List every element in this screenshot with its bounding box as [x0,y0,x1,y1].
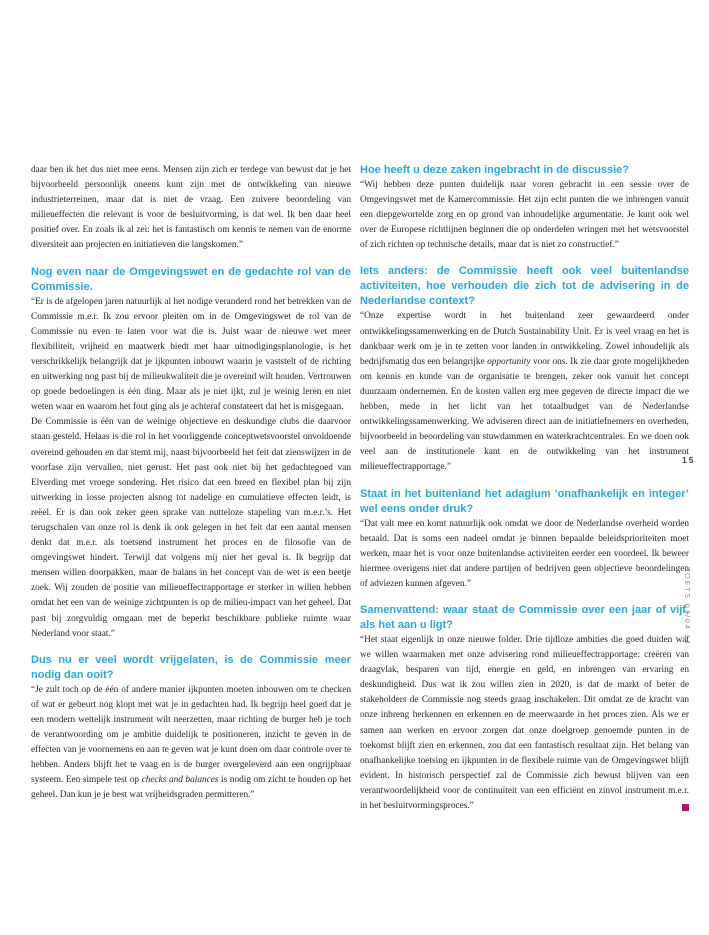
paragraph-segment-italic: checks and balances [141,775,219,786]
paragraph-segment: is nodig om zicht te houden op het geheel. Dan kun je je best wat vrijheidsgraden permitteren.” [31,775,351,801]
question-heading: Dus nu er veel wordt vrijgelaten, is de Commissie meer nodig dan ooit? [31,653,351,681]
paragraph-segment-italic: opportunity [487,356,531,367]
article-body [31,163,689,814]
question-heading: Samenvattend: waar staat de Commissie over een jaar of vijf, als het aan u ligt? [360,603,689,631]
question-heading: Hoe heeft u deze zaken ingebracht in de discussie? [360,164,629,176]
body-paragraph [360,633,689,814]
end-of-article-marker [682,804,689,811]
paragraph-segment: voor ons. Ik zie daar grote mogelijkheden om kennis en kunde van de organisatie te brengen, zeker ook vanuit het concept duurzaam ondernemen. En de kosten vallen erg mee gegeven de directe impact die we hebben, mede in het licht van het totaalbudget van de Nederlandse ontwikkelingssamenwerking. We adviseren direct aan de initiatiefnemers en overheden, bijvoorbeeld in beoordeling van stuwdammen en waterkrachtcentrales. En we doen ook veel aan de institutionele kant en de ontwikkeling van het instrument milieueffectrapportage.” [360,356,689,473]
page-number: 15 [682,455,696,465]
body-paragraph [31,683,351,804]
body-paragraph: daar ben ik het dus niet mee eens. Mensen zijn zich er terdege van bewust dat je het bijvoorbeeld persoonlijk oneens kunt zijn met de ontwikkeling van nieuwe industrieterreinen, maar dat is niet de vraag. Een zuivere beoordeling van milieueffecten die relevant is voor de besluitvorming, is dat wel. Ik ben daar heel positief over. En zoals ik al zei: het is fantastisch om kennis te nemen van de enorme diversiteit aan projecten en initiatieven die langskomen.” [31,165,351,251]
body-paragraph: “Dat valt mee en komt natuurlijk ook omdat we door de Nederlandse overheid worden betaald. Dat is soms een nadeel omdat je binnen bepaalde beleidsprioriteiten moet werken, maar het is voor onze buitenlandse activiteiten eerder een voordeel. Ik beweer hiermee overigens niet dat andere partijen of bedrijven geen objectieve beoordelingen of adviezen kunnen afgeven.” [360,518,689,589]
paragraph-segment: “Je zult toch op de één of andere manier ijkpunten moeten inbouwen om te checken of wat er gebeurt nog klopt met wat je in gedachten had. Ik begrijp heel goed dat je een modern wettelijk instrument wilt neerzetten, maar richting de burger heb je toch de verantwoording om je ambitie duidelijk te positioneren, inzicht te geven in de effecten van je voornemens en aan te geven wat je kunt doen om daar controle over te hebben. Anders blijft het te vaag en is de burger overgeleverd aan een ongrijpbaar systeem. Een simpele test op [31,684,351,786]
right-column [360,163,689,814]
question-heading: Iets anders: de Commissie heeft ook veel buitenlandse activiteiten, hoe verhouden die zich tot de advisering in de Nederlandse context? [360,265,689,308]
body-paragraph: “Er is de afgelopen jaren natuurlijk al het nodige veranderd rond het betrekken van de Commissie m.e.r. Ik zou ervoor pleiten om in de Omgevingswet de rol van de Commissie nu even te laten voor wat die is. Juist waar de nieuwe wet meer flexibiliteit, vrijheid en maatwerk biedt met haar uitnodigingsplanologie, is het verschrikkelijk belangrijk dat je ijkpunten inbouwt waarin je vaststelt of de richting en uitwerking nog past bij de milieukwaliteit die je overeind wilt houden. Vertrouwen op goede bedoelingen is één ding. Maar als je niet ijkt, zul je weinig leren en niet weten waar en waarom het fout ging als je achteraf constateert dat het is misgegaan. [31,296,351,413]
paragraph-segment: “Het staat eigenlijk in onze nieuwe folder. Drie tijdloze ambities die goed duiden wat we willen waarmaken met onze advisering rond milieueffectrapportage: creëren van draagvlak, besparen van tijd, energie en geld, en inbrengen van ervaring en deskundigheid. Dus wat ik zou willen zien in 2020, is dat de markt of beter de stakeholders de Commissie nog steeds graag inschakelen. Dit omdat ze de kracht van onze inbreng herkennen en erkennen en de meerwaarde in het proces zien. Als we er samen aan werken en ervoor zorgen dat onze doelgroep genoemde punten in de toekomst blijft zien en erkennen, zou dat een fantastisch resultaat zijn. Het belang van onafhankelijke toetsing en ijkpunten in de flexibele ruimte van de Omgevingswet blijft evident. In historisch perspectief zal de Commissie zich bewust blijven van een verantwoordelijkheid voor de continuïteit van een efficiënt en zinvol instrument m.e.r. in het besluitvormingsproces.” [360,634,689,811]
body-paragraph: De Commissie is één van de weinige objectieve en deskundige clubs die daarvoor staan gesteld. Helaas is die rol in het voorliggende conceptwetsvoorstel onvoldoende overeind gehouden en dat stemt mij, naast bijvoorbeeld het feit dat zienswijzen in de voorfase zijn vervallen, niet gerust. Het past ook niet bij het gedachtegoed van Elverding met vroege sondering. Het risico dat een breed en flexibel plan bij zijn uitwerking in losse projecten alsnog tot nadelige en cumulatieve effecten leidt, is reëel. Er is dan ook zeker geen sprake van nutteloze stapeling van m.e.r.’s. Het terugschalen van onze rol is denk ik ook gelegen in het feit dat een aantal mensen denkt dat m.e.r. als toetsend instrument het proces en de filosofie van de omgevingswet hindert. Terwijl dat volgens mij niet het geval is. Ik begrijp dat mensen willen doorpakken, maar de balans in het concept van de wet is een beetje zoek. Wij zouden de positie van milieueffectrapportage er sterker in willen hebben omdat het een van de weinige zichtpunten is op de milieu-impact van het geheel. Dat past bij zorgvuldig omgaan met de beperkt beschikbare publieke ruimte waar Nederland voor staat.” [31,417,351,639]
question-heading: Staat in het buitenland het adagium ‘onafhankelijk en integer’ wel eens onder druk? [360,487,689,515]
body-paragraph [360,309,689,475]
paragraph-segment: “Onze expertise wordt in het buitenland zeer gewaardeerd onder ontwikkelingssamenwerking en de Dutch Sustainability Unit. Er is veel vraag en het is dankbaar werk om je in te zetten voor landen in ontwikkeling. Zowel inhoudelijk als bedrijfsmatig dus een belangrijke [360,311,689,367]
left-column [31,163,351,814]
body-paragraph: “Wij hebben deze punten duidelijk naar voren gebracht in een sessie over de Omgevingswet met de Kamercommissie. Het zijn echt punten die we inbrengen vanuit een diepgewortelde zorg en op grond van inhoudelijke argumentatie. Je kunt ook wel over de Europese richtlijnen beginnen die op onderdelen wringen met het wetsvoorstel of zich richten op technische details, maar dat is niet zo constructief.” [360,180,689,251]
edge-label: TOETS 03/04 14 [683,567,692,646]
question-heading: Nog even naar de Omgevingswet en de gedachte rol van de Commissie. [31,265,351,293]
